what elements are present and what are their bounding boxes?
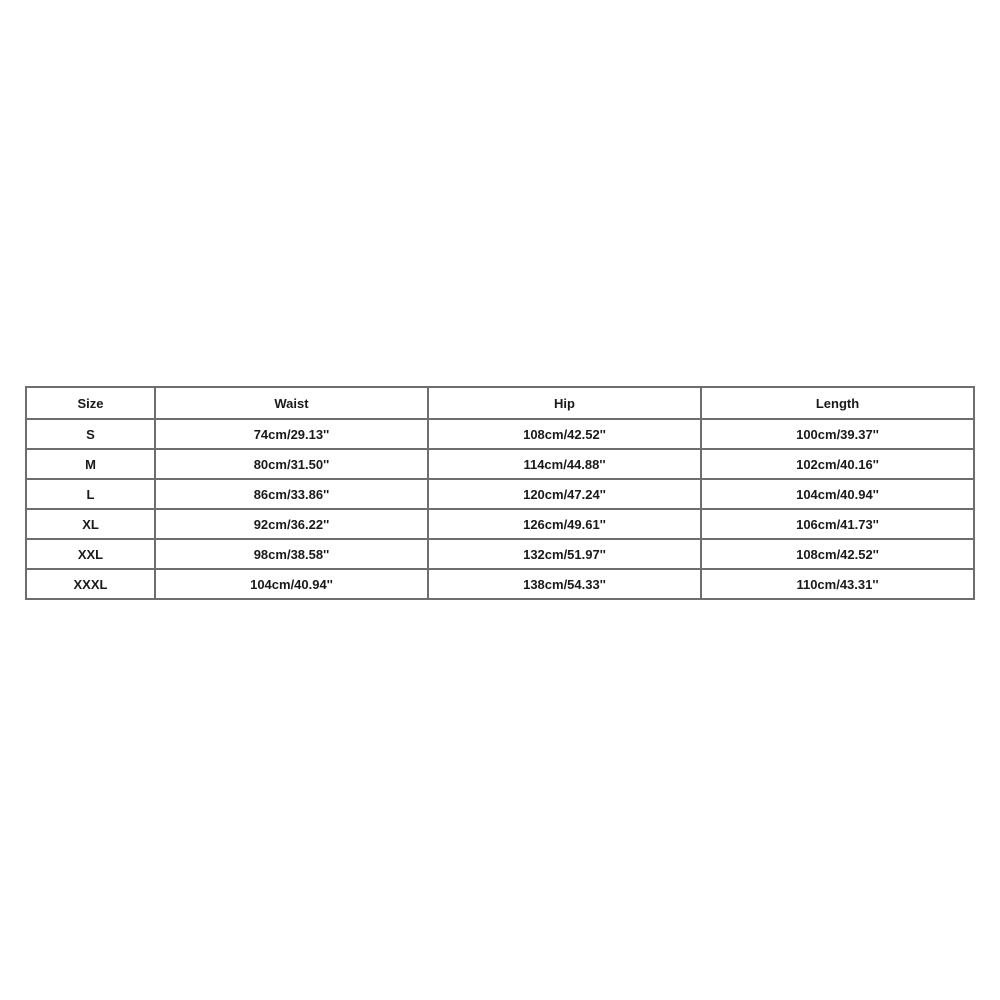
cell-size: M (27, 450, 156, 480)
header-hip: Hip (429, 388, 702, 420)
cell-hip: 138cm/54.33'' (429, 570, 702, 600)
size-chart-table (25, 386, 975, 600)
cell-size: XXL (27, 540, 156, 570)
cell-length: 100cm/39.37'' (702, 420, 975, 450)
cell-length: 108cm/42.52'' (702, 540, 975, 570)
cell-length: 106cm/41.73'' (702, 510, 975, 540)
cell-hip: 126cm/49.61'' (429, 510, 702, 540)
cell-waist: 92cm/36.22'' (156, 510, 429, 540)
cell-waist: 86cm/33.86'' (156, 480, 429, 510)
cell-waist: 74cm/29.13'' (156, 420, 429, 450)
cell-hip: 108cm/42.52'' (429, 420, 702, 450)
cell-length: 104cm/40.94'' (702, 480, 975, 510)
table-row (27, 420, 975, 450)
cell-length: 110cm/43.31'' (702, 570, 975, 600)
cell-length: 102cm/40.16'' (702, 450, 975, 480)
table-row (27, 480, 975, 510)
cell-size: XXXL (27, 570, 156, 600)
table-row (27, 450, 975, 480)
header-length: Length (702, 388, 975, 420)
table-row (27, 570, 975, 600)
cell-hip: 120cm/47.24'' (429, 480, 702, 510)
cell-hip: 132cm/51.97'' (429, 540, 702, 570)
cell-size: L (27, 480, 156, 510)
cell-size: XL (27, 510, 156, 540)
table-row (27, 510, 975, 540)
cell-size: S (27, 420, 156, 450)
table-header-row (27, 388, 975, 420)
cell-waist: 104cm/40.94'' (156, 570, 429, 600)
cell-waist: 80cm/31.50'' (156, 450, 429, 480)
cell-waist: 98cm/38.58'' (156, 540, 429, 570)
header-size: Size (27, 388, 156, 420)
table-row (27, 540, 975, 570)
cell-hip: 114cm/44.88'' (429, 450, 702, 480)
header-waist: Waist (156, 388, 429, 420)
